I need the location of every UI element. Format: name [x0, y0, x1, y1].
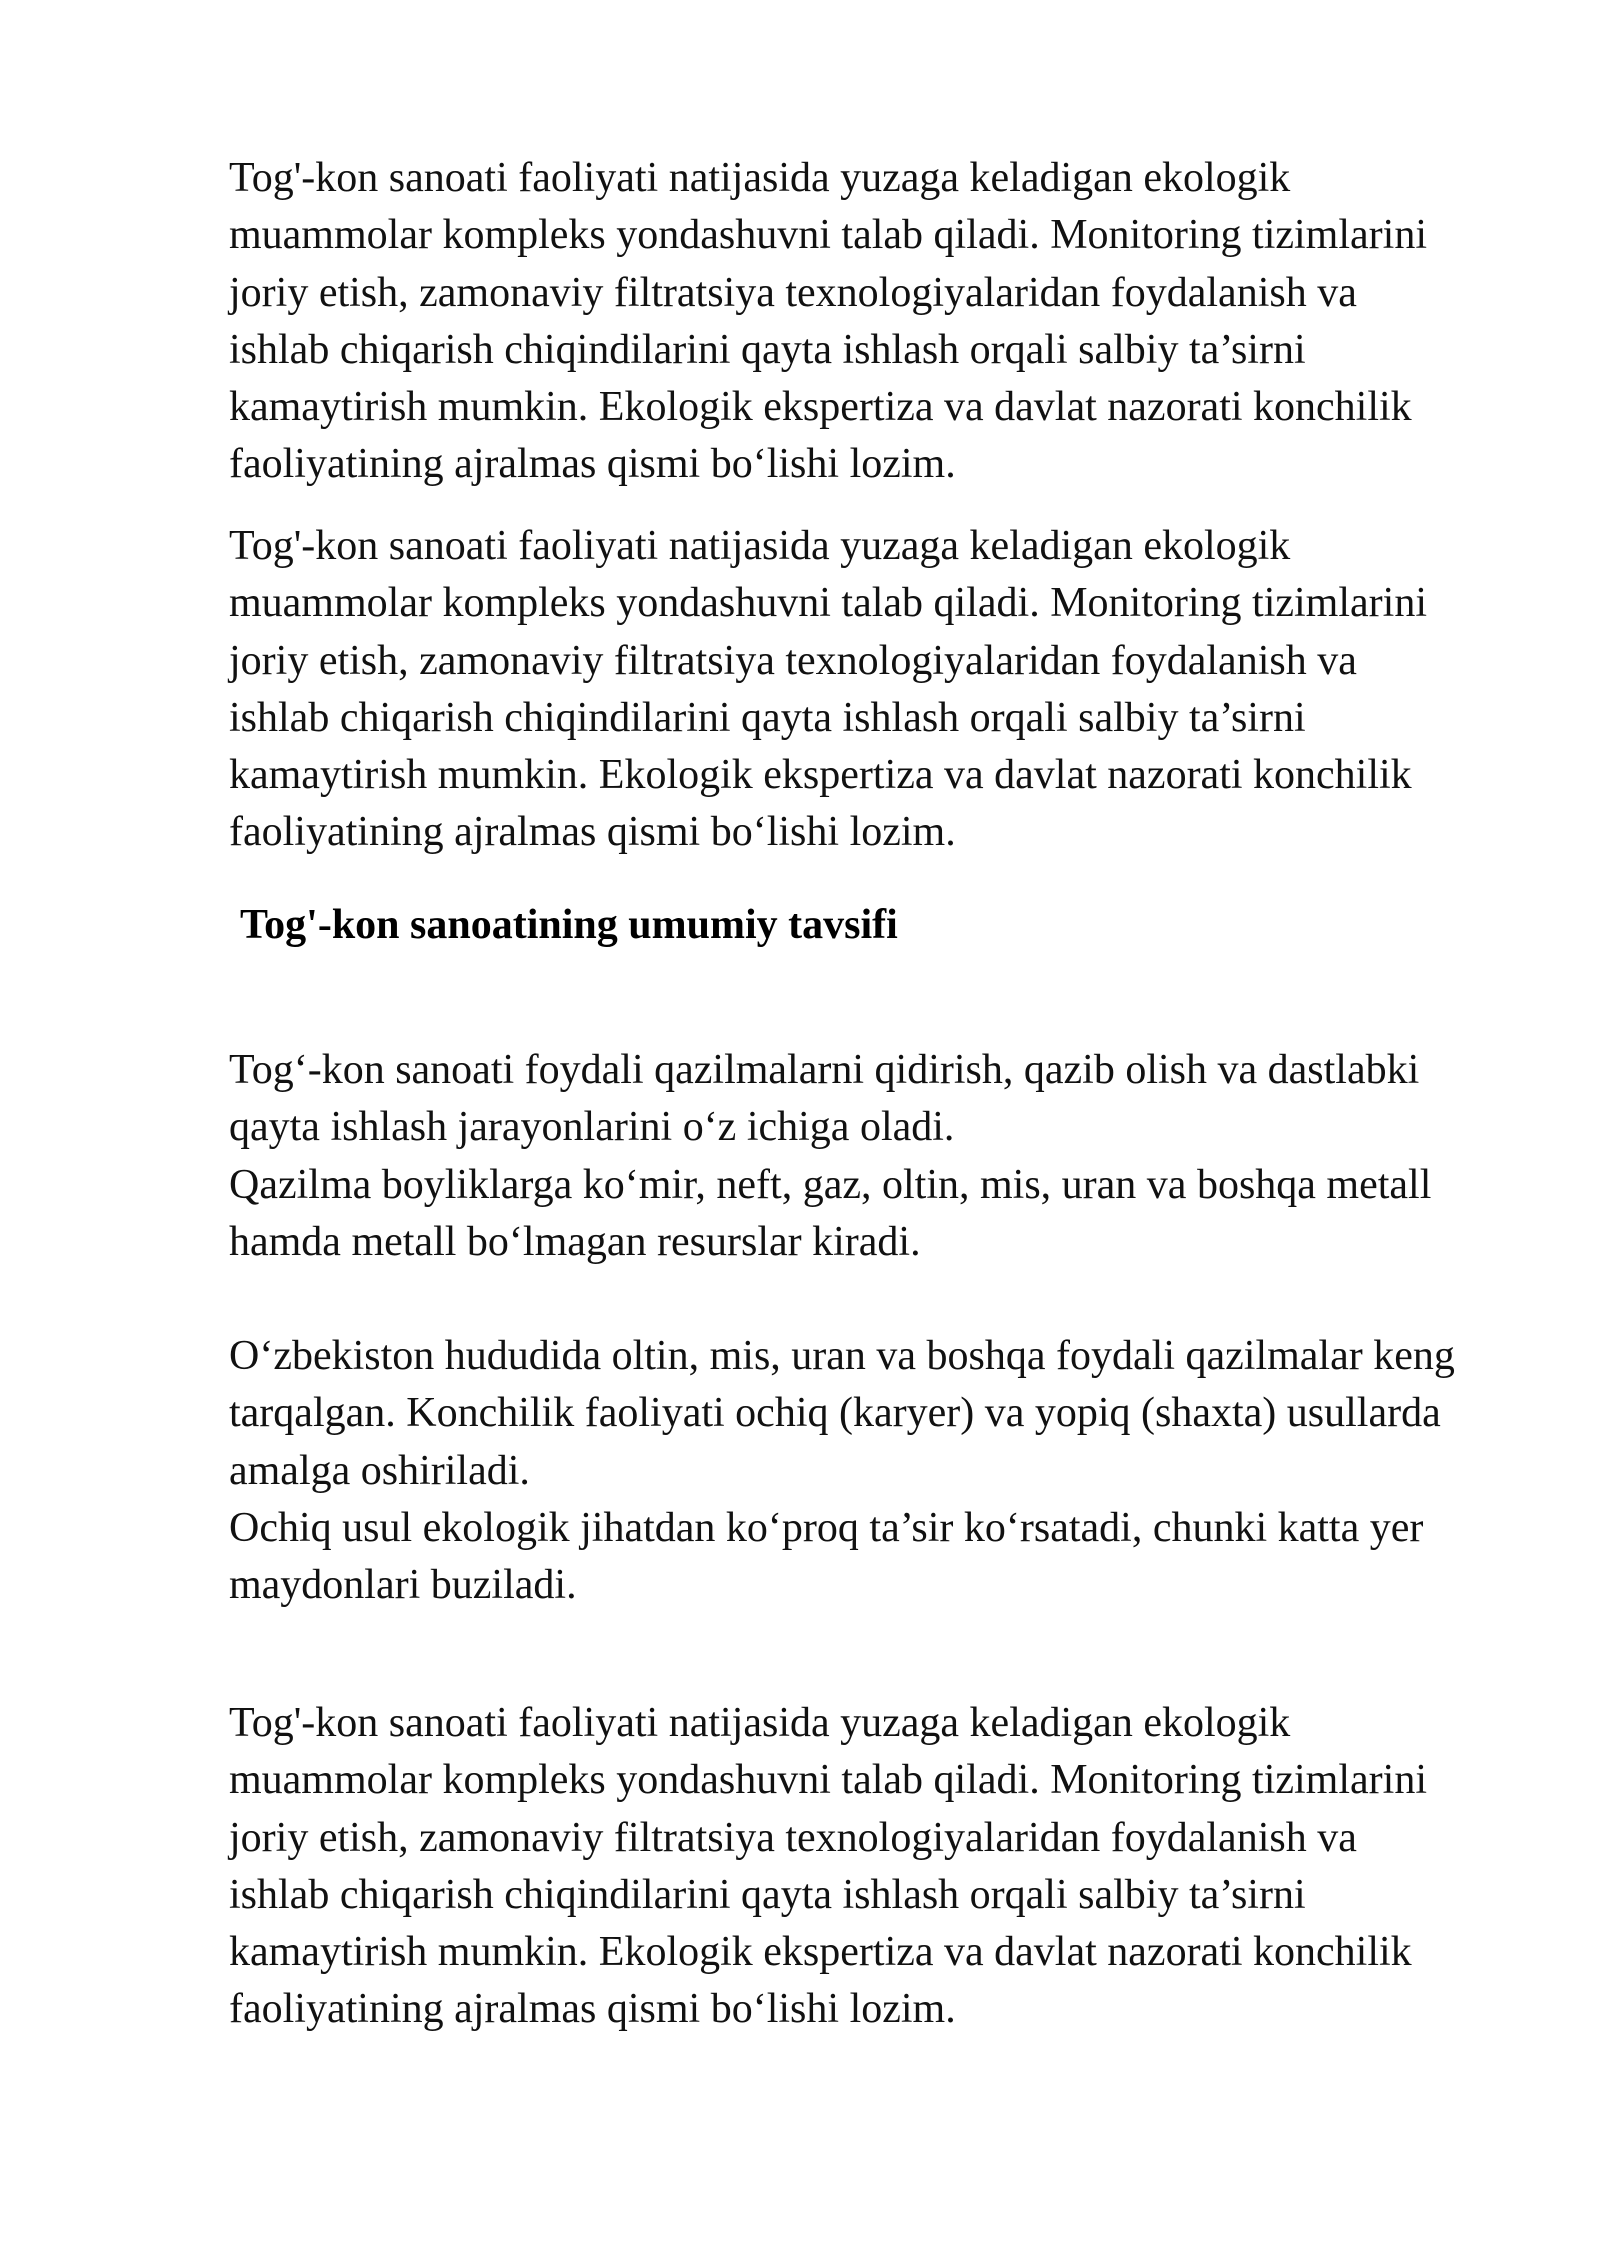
paragraph-line: Tog‘-kon sanoati foydali qazilmalarni qidirish, qazib olish va dastlabki — [229, 1047, 1420, 1093]
paragraph-line: ishlab chiqarish chiqindilarini qayta ishlash orqali salbiy ta’sirni — [229, 326, 1306, 373]
paragraph-line: ishlab chiqarish chiqindilarini qayta ishlash orqali salbiy ta’sirni — [229, 1871, 1306, 1918]
paragraph-line: kamaytirish mumkin. Ekologik ekspertiza va davlat nazorati konchilik — [229, 1929, 1412, 1976]
paragraph-line: O‘zbekiston hududida oltin, mis, uran va boshqa foydali qazilmalar keng — [229, 1333, 1455, 1379]
paragraph-industry-overview — [229, 1042, 1529, 1271]
paragraph-line: ishlab chiqarish chiqindilarini qayta ishlash orqali salbiy ta’sirni — [229, 694, 1306, 741]
paragraph-ecological-problems-2 — [229, 518, 1529, 862]
paragraph-line: kamaytirish mumkin. Ekologik ekspertiza va davlat nazorati konchilik — [229, 752, 1412, 799]
paragraph-line: joriy etish, zamonaviy filtratsiya texnologiyalaridan foydalanish va — [229, 269, 1357, 316]
paragraph-line: joriy etish, zamonaviy filtratsiya texnologiyalaridan foydalanish va — [229, 1814, 1357, 1861]
paragraph-uzbekistan-deposits — [229, 1328, 1529, 1614]
section-heading: Tog'-kon sanoatining umumiy tavsifi — [240, 902, 898, 948]
paragraph-line: Qazilma boyliklarga ko‘mir, neft, gaz, oltin, mis, uran va boshqa metall — [229, 1161, 1432, 1208]
paragraph-line: qayta ishlash jarayonlarini o‘z ichiga oladi. — [229, 1104, 955, 1151]
paragraph-line: maydonlari buziladi. — [229, 1562, 577, 1609]
paragraph-line: joriy etish, zamonaviy filtratsiya texnologiyalaridan foydalanish va — [229, 637, 1357, 684]
paragraph-line: muammolar kompleks yondashuvni talab qiladi. Monitoring tizimlarini — [229, 580, 1427, 627]
paragraph-line: hamda metall bo‘lmagan resurslar kiradi. — [229, 1218, 921, 1265]
paragraph-line: faoliyatining ajralmas qismi bo‘lishi lozim. — [229, 441, 956, 488]
paragraph-line: amalga oshiriladi. — [229, 1447, 530, 1494]
paragraph-ecological-problems-3 — [229, 1695, 1529, 2039]
paragraph-line: faoliyatining ajralmas qismi bo‘lishi lozim. — [229, 809, 956, 856]
paragraph-line: muammolar kompleks yondashuvni talab qiladi. Monitoring tizimlarini — [229, 212, 1427, 259]
paragraph-line: kamaytirish mumkin. Ekologik ekspertiza va davlat nazorati konchilik — [229, 384, 1412, 431]
paragraph-line: Ochiq usul ekologik jihatdan ko‘proq ta’sir ko‘rsatadi, chunki katta yer — [229, 1504, 1424, 1551]
paragraph-line: Tog'-kon sanoati faoliyati natijasida yuzaga keladigan ekologik — [229, 155, 1291, 201]
paragraph-line: Tog'-kon sanoati faoliyati natijasida yuzaga keladigan ekologik — [229, 523, 1291, 569]
paragraph-ecological-problems-1 — [229, 150, 1529, 494]
paragraph-line: muammolar kompleks yondashuvni talab qiladi. Monitoring tizimlarini — [229, 1757, 1427, 1804]
paragraph-line: faoliyatining ajralmas qismi bo‘lishi lozim. — [229, 1986, 956, 2033]
paragraph-line: Tog'-kon sanoati faoliyati natijasida yuzaga keladigan ekologik — [229, 1700, 1291, 1746]
paragraph-line: tarqalgan. Konchilik faoliyati ochiq (karyer) va yopiq (shaxta) usullarda — [229, 1390, 1441, 1437]
